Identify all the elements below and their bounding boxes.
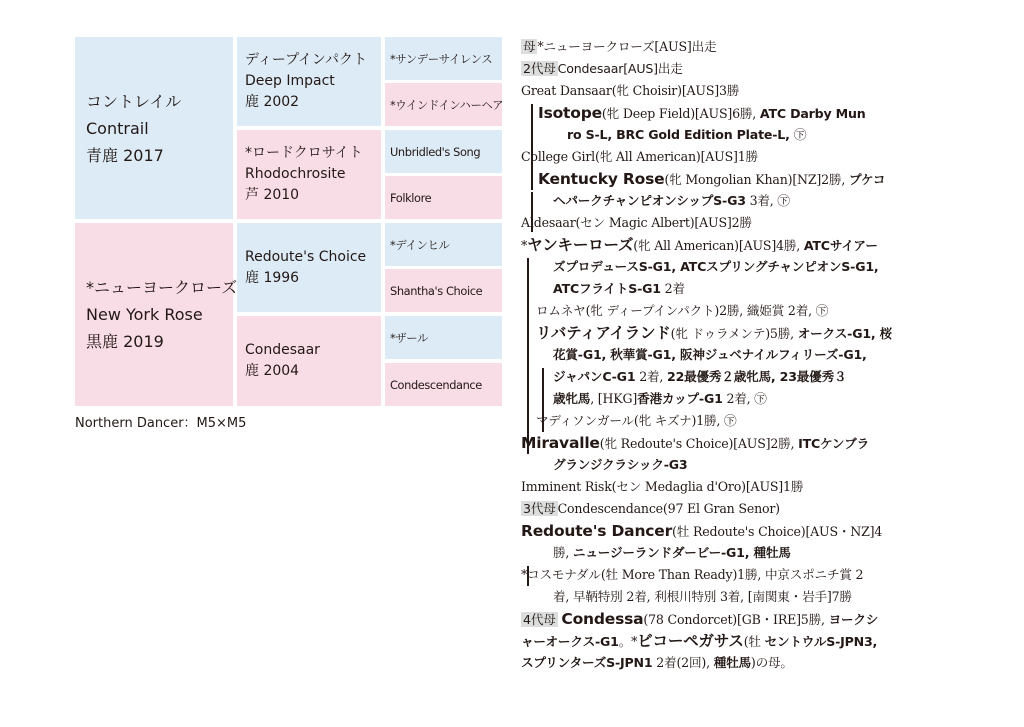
line-text: (78 Condorcet)[GB・IRE]5勝,: [643, 612, 829, 627]
line-text: ロムネヤ(牝 ディープインパクト)2勝, 織姫賞 2着, ㊦: [536, 303, 829, 318]
generation-tag: 母: [523, 39, 536, 54]
dam-sire-cell: [237, 223, 381, 312]
gen3-cell: Shantha's Choice: [385, 269, 502, 312]
race-text: ジャパンC-G1: [553, 369, 636, 384]
line-text: 。*: [618, 634, 638, 649]
family-line: [538, 168, 885, 190]
line-text: (牝 All American)[AUS]4勝,: [633, 238, 804, 253]
family-line: [521, 212, 752, 234]
line-text: (牝 Mongolian Khan)[NZ]2勝,: [664, 172, 849, 187]
family-line: [567, 124, 806, 146]
race-text: 香港カップ-G1: [637, 391, 723, 406]
dam-name-ja: *ニューヨークローズ: [86, 278, 238, 297]
race-text: ATCサイアー: [803, 238, 878, 253]
race-text: ズプロデュースS-G1, ATCスプリングチャンピオンS-G1,: [553, 259, 879, 274]
line-text: )の母。: [750, 655, 793, 670]
sire-dam-color-year: 芦 2010: [245, 187, 300, 203]
family-line: [553, 366, 846, 388]
dam-dam-color-year: 鹿 2004: [245, 363, 300, 379]
pedigree-table: [75, 37, 502, 406]
family-line: [538, 102, 866, 124]
race-text: ャーオークス-G1: [521, 634, 619, 649]
line-text: 3着, ㊦: [745, 193, 790, 208]
line-text: マディソンガール(牝 キズナ)1勝, ㊦: [536, 413, 737, 428]
sire-dam-name-en: Rhodochrosite: [245, 166, 346, 182]
family-line: [536, 410, 736, 432]
race-text: プケコ: [848, 172, 886, 187]
indent-bar: [527, 258, 529, 454]
gen3-cell: *ウインドインハーヘア: [385, 83, 502, 126]
line-text: (牡 Redoute's Choice)[AUS・NZ]4: [672, 524, 883, 539]
line-text: Condescendance(97 El Gran Senor): [557, 501, 780, 516]
family-line: [553, 190, 790, 212]
gen3-cell: Folklore: [385, 176, 502, 219]
race-text: オークス-G1, 桜: [797, 326, 893, 341]
gen3-cell: *サンデーサイレンス: [385, 37, 502, 80]
family-line: [521, 432, 869, 454]
sire-sire-cell: [237, 37, 381, 126]
line-text: 2着, ㊦: [722, 391, 767, 406]
race-text: ヨークシ: [828, 612, 879, 627]
race-text: ITCケンブラ: [798, 436, 870, 451]
gen3-cell: Condescendance: [385, 363, 502, 406]
sire-dam-cell: [237, 130, 381, 219]
line-text: College Girl(牝 All American)[AUS]1勝: [521, 149, 758, 164]
line-text: (牝 Redoute's Choice)[AUS]2勝,: [599, 436, 799, 451]
line-text: *コスモナダル(牡 More Than Ready)1勝, 中京スポニチ賞 2: [521, 567, 864, 582]
family-line: [521, 58, 683, 80]
race-text: 22最優秀２歳牝馬, 23最優秀３: [667, 369, 847, 384]
line-text: *ニューヨークローズ[AUS]出走: [537, 39, 717, 54]
horse-name: ビコーペガサス: [637, 632, 744, 650]
gen3-cell: *デインヒル: [385, 223, 502, 266]
family-line: [553, 542, 791, 564]
dam-color-year: 黒鹿 2019: [86, 332, 164, 351]
family-line: [553, 388, 767, 410]
line-text: 2着: [660, 281, 685, 296]
horse-name: Condessa: [561, 610, 644, 628]
family-line: [553, 344, 867, 366]
family-line: [553, 586, 852, 608]
horse-name: ヤンキーローズ: [527, 236, 634, 254]
line-text: Condesaar[AUS]出走: [557, 61, 683, 76]
line-text: Aldesaar(セン Magic Albert)[AUS]2勝: [521, 215, 752, 230]
family-line: [553, 454, 687, 476]
generation-tag: 3代母: [523, 501, 556, 516]
race-text: 種牡馬: [713, 655, 751, 670]
sire-name-en: Contrail: [86, 118, 149, 138]
race-text: スプリンターズS-JPN1: [521, 655, 653, 670]
family-line: [521, 234, 878, 256]
race-text: セントウルS-JPN3,: [764, 634, 878, 649]
inbreeding-note: Northern Dancer：M5×M5: [75, 416, 247, 431]
race-text: グランジクラシック-G3: [553, 457, 688, 472]
race-text: ニュージーランドダービー-G1, 種牡馬: [573, 545, 791, 560]
dam-sire-color-year: 鹿 1996: [245, 269, 300, 286]
dam-dam-name: Condesaar: [245, 342, 320, 358]
family-line: [521, 36, 716, 58]
line-text: *: [521, 238, 528, 253]
sire-sire-name-en: Deep Impact: [245, 73, 335, 89]
line-text: 2着,: [635, 369, 668, 384]
family-line: [536, 322, 892, 344]
generation-tag: 2代母: [523, 61, 556, 76]
line-text: 勝,: [553, 545, 574, 560]
sire-dam-name-ja: *ロードクロサイト: [245, 145, 363, 161]
family-line: [521, 80, 739, 102]
line-text: Imminent Risk(セン Medaglia d'Oro)[AUS]1勝: [521, 479, 804, 494]
race-text: ATC Darby Mun: [759, 106, 866, 121]
horse-name: Miravalle: [521, 434, 600, 452]
horse-name: リバティアイランド: [536, 324, 671, 342]
sire-cell: [75, 37, 233, 219]
horse-name: Kentucky Rose: [538, 170, 665, 188]
race-text: 歳牝馬: [553, 391, 591, 406]
family-line: [536, 300, 828, 322]
sire-sire-color-year: 鹿 2002: [245, 94, 300, 110]
line-text: Great Dansaar(牝 Choisir)[AUS]3勝: [521, 83, 740, 98]
line-text: 着, 早鞆特別 2着, 利根川特別 3着, [南関東・岩手]7勝: [553, 589, 852, 604]
race-text: ro S-L, BRC Gold Edition Plate-L,: [567, 127, 794, 142]
line-text: (牝 ドゥラメンテ)5勝,: [670, 326, 798, 341]
family-line: [553, 256, 879, 278]
family-line: [521, 146, 758, 168]
family-line: [553, 278, 685, 300]
generation-tag: 4代母: [523, 612, 556, 627]
dam-cell: [75, 223, 238, 406]
horse-name: Isotope: [538, 104, 602, 122]
line-text: 2着(2回),: [652, 655, 714, 670]
line-text: (牝 Deep Field)[AUS]6勝,: [601, 106, 760, 121]
gen3-cell: *ザール: [385, 316, 502, 359]
family-line: [521, 608, 878, 630]
line-text: , [HKG]: [590, 391, 638, 406]
race-text: ヘパークチャンピオンシップS-G3: [553, 193, 746, 208]
gen3-cell: Unbridled's Song: [385, 130, 502, 173]
family-line: [521, 520, 882, 542]
race-text: ATCフライトS-G1: [553, 281, 661, 296]
dam-name-en: New York Rose: [86, 305, 203, 324]
sire-sire-name-ja: ディープインパクト: [245, 52, 367, 68]
horse-name: Redoute's Dancer: [521, 522, 673, 540]
dam-sire-name: Redoute's Choice: [245, 248, 367, 265]
sire-color-year: 青鹿 2017: [86, 145, 164, 165]
family-line: [521, 498, 780, 520]
dam-dam-cell: [237, 316, 381, 406]
race-text: 花賞-G1, 秋華賞-G1, 阪神ジュベナイルフィリーズ-G1,: [553, 347, 867, 362]
family-line: [521, 564, 863, 586]
family-line: [521, 652, 793, 674]
line-text: (牡: [743, 634, 765, 649]
line-text: ㊦: [793, 127, 807, 142]
family-line: [521, 630, 877, 652]
family-line: [521, 476, 803, 498]
sire-name-ja: コントレイル: [86, 91, 182, 111]
